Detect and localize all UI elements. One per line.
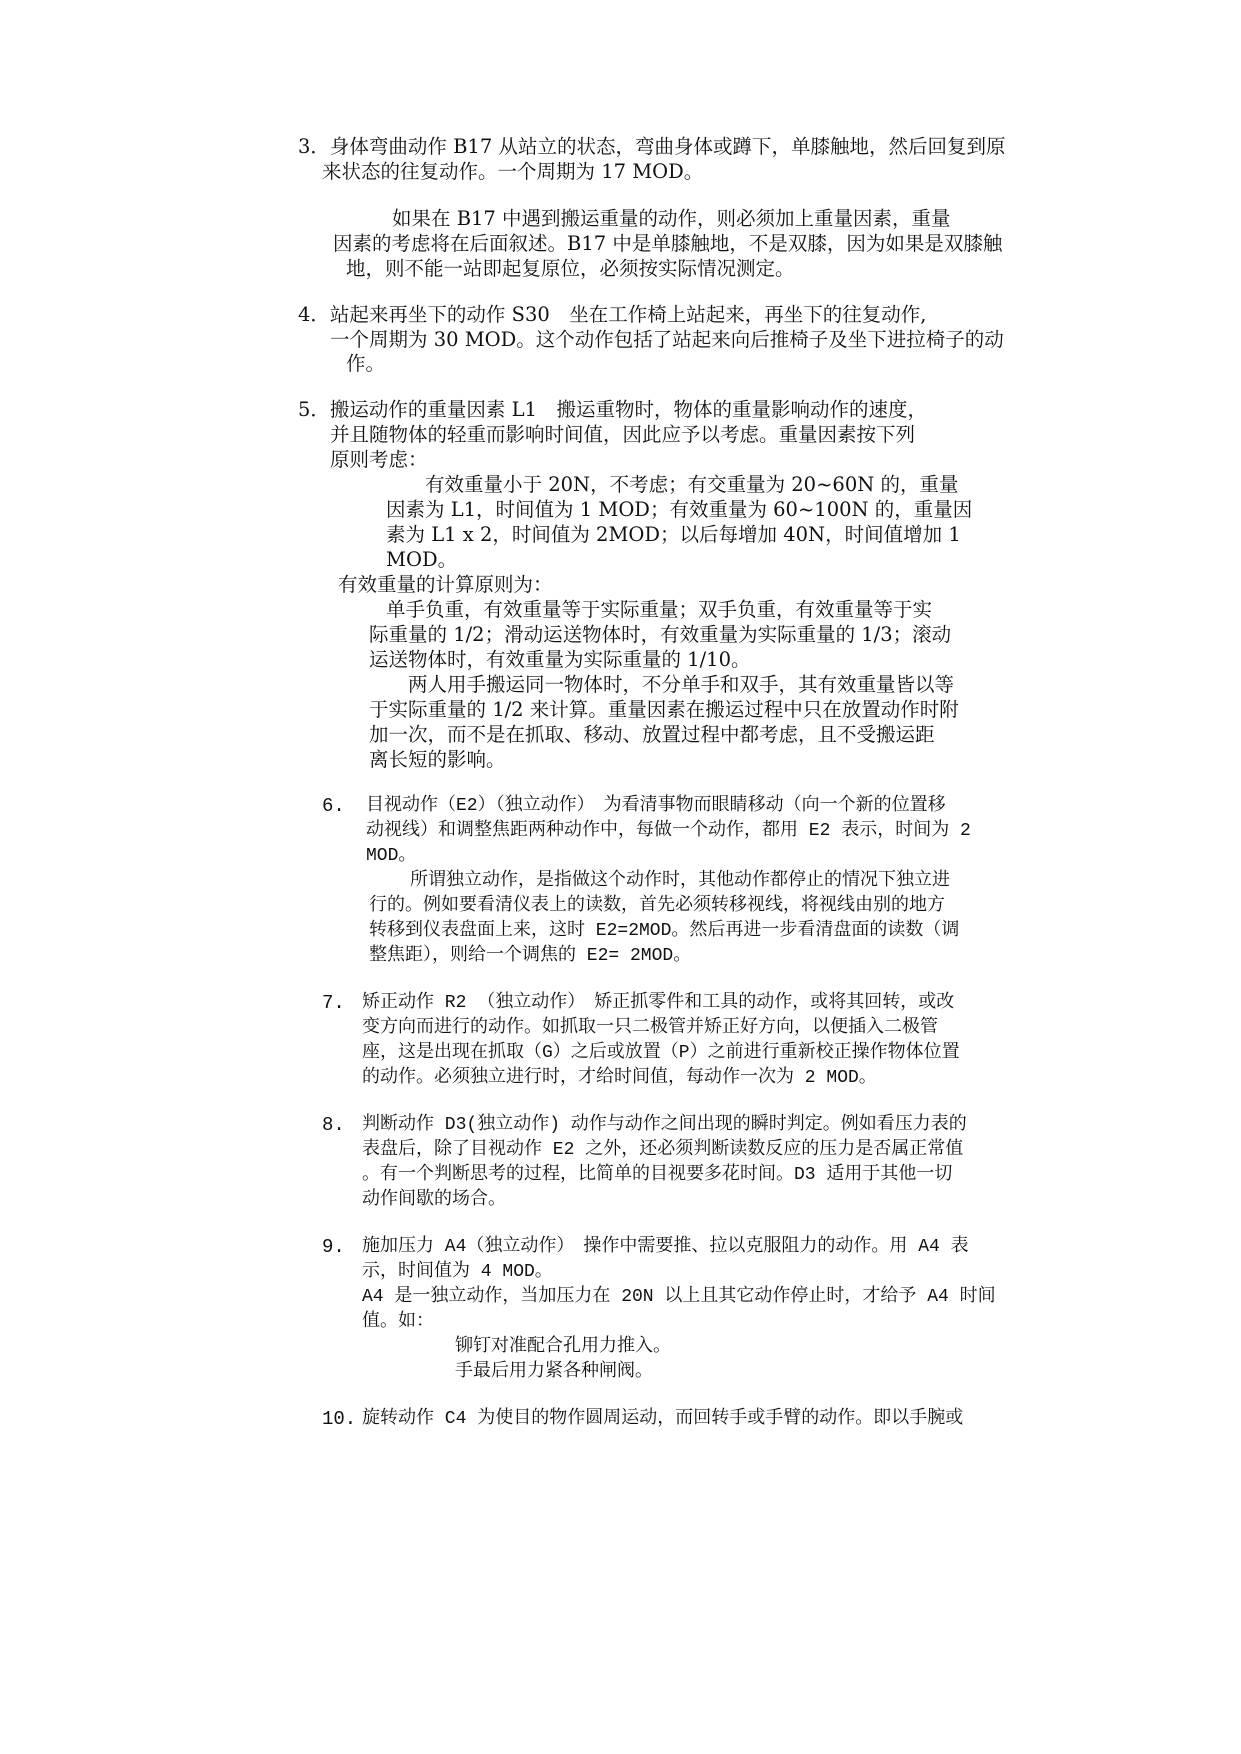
s9-line-1: 施加压力 A4（独立动作） 操作中需要推、拉以克服阻力的动作。用 A4 表 [362,1237,969,1257]
s8-line-2: 表盘后，除了目视动作 E2 之外，还必须判断读数反应的压力是否属正常值 [362,1140,964,1160]
s3-para-line-2: 因素的考虑将在后面叙述。B17 中是单膝触地，不是双膝，因为如果是双膝触 [333,232,1003,255]
s3-line-1: 3．身体弯曲动作 B17 从站立的状态，弯曲身体或蹲下，单膝触地，然后回复到原 [298,135,1006,158]
s9-number: 9. [322,1236,345,1258]
s7-line-1: 矫正动作 R2 （独立动作） 矫正抓零件和工具的动作，或将其回转，或改 [362,993,955,1013]
s8-number: 8. [322,1114,345,1136]
s5-line-3: 原则考虑： [330,448,428,471]
s6-line-3: MOD。 [366,846,417,866]
s4-line-3: 作。 [346,352,386,375]
s7-number: 7. [322,992,345,1014]
s5-calc-line-2: 际重量的 1/2；滑动运送物体时，有效重量为实际重量的 1/3；滚动 [369,623,952,646]
s5-line-1: 5．搬运动作的重量因素 L1 搬运重物时，物体的重量影响动作的速度， [298,398,927,421]
s10-number: 10. [322,1408,357,1430]
s7-line-3: 座，这是出现在抓取（G）之后或放置（P）之前进行重新校正操作物体位置 [362,1043,960,1063]
s6-line-2: 动视线）和调整焦距两种动作中，每做一个动作，都用 E2 表示，时间为 2 [366,821,971,841]
s6-line-1: 目视动作（E2）（独立动作） 为看清事物而眼睛移动（向一个新的位置移 [366,796,946,816]
s3-para-line-3: 地，则不能一站即起复原位，必须按实际情况测定。 [346,257,795,280]
s8-line-1: 判断动作 D3(独立动作) 动作与动作之间出现的瞬时判定。例如看压力表的 [362,1115,967,1135]
s5-two-person-line-3: 加一次，而不是在抓取、移动、放置过程中都考虑，且不受搬运距 [369,723,935,746]
s9-example-2: 手最后用力紧各种闸阀。 [455,1362,653,1382]
s3-line-2: 来状态的往复动作。一个周期为 17 MOD。 [322,160,704,183]
s5-rule-line-1: 有效重量小于 20N，不考虑；有交重量为 20~60N 的，重量 [425,473,959,496]
s5-line-2: 并且随物体的轻重而影响时间值，因此应予以考虑。重量因素按下列 [330,423,916,446]
s5-two-person-line-4: 离长短的影响。 [369,748,506,771]
s9-line-3: A4 是一独立动作，当加压力在 20N 以上且其它动作停止时，才给予 A4 时间 [362,1287,996,1307]
s9-line-4: 值。如： [362,1312,434,1332]
s6-para-line-1: 所谓独立动作，是指做这个动作时，其他动作都停止的情况下独立进 [410,871,950,891]
s5-rule-line-4: MOD。 [386,548,458,571]
s6-para-line-2: 行的。例如要看清仪表上的读数，首先必须转移视线，将视线由别的地方 [369,896,945,916]
s10-line-1: 旋转动作 C4 为使目的物作圆周运动，而回转手或手臂的动作。即以手腕或 [362,1409,964,1429]
s5-rule-line-3: 素为 L1 x 2，时间值为 2MOD；以后每增加 40N，时间值增加 1 [386,523,961,546]
s6-number: 6. [322,795,345,817]
s7-line-2: 变方向而进行的动作。如抓取一只二极管并矫正好方向，以便插入二极管 [362,1018,938,1038]
s9-example-1: 铆钉对准配合孔用力推入。 [455,1337,671,1357]
s5-two-person-line-1: 两人用手搬运同一物体时，不分单手和双手，其有效重量皆以等 [408,673,955,696]
s6-para-line-3: 转移到仪表盘面上来，这时 E2=2MOD。然后再进一步看清盘面的读数（调 [369,921,960,941]
s7-line-4: 的动作。必须独立进行时，才给时间值，每动作一次为 2 MOD。 [362,1068,877,1088]
s5-two-person-line-2: 于实际重量的 1/2 来计算。重量因素在搬运过程中只在放置动作时附 [369,698,959,721]
s5-calc-line-3: 运送物体时，有效重量为实际重量的 1/10。 [369,648,751,671]
s5-rule-line-2: 因素为 L1，时间值为 1 MOD；有效重量为 60~100N 的，重量因 [386,498,973,521]
s4-line-1: 4．站起来再坐下的动作 S30 坐在工作椅上站起来，再坐下的往复动作, [298,303,927,326]
s9-line-2: 示，时间值为 4 MOD。 [362,1262,553,1282]
s5-calc-heading: 有效重量的计算原则为： [338,573,553,596]
s4-line-2: 一个周期为 30 MOD。这个动作包括了站起来向后推椅子及坐下进拉椅子的动 [330,328,1004,351]
s5-calc-line-1: 单手负重，有效重量等于实际重量；双手负重，有效重量等于实 [386,598,933,621]
s8-line-4: 动作间歇的场合。 [362,1190,506,1210]
s3-para-line-1: 如果在 B17 中遇到搬运重量的动作，则必须加上重量因素，重量 [392,207,951,230]
s6-para-line-4: 整焦距），则给一个调焦的 E2= 2MOD。 [369,946,692,966]
s8-line-3: 。有一个判断思考的过程，比简单的目视要多花时间。D3 适用于其他一切 [362,1165,953,1185]
